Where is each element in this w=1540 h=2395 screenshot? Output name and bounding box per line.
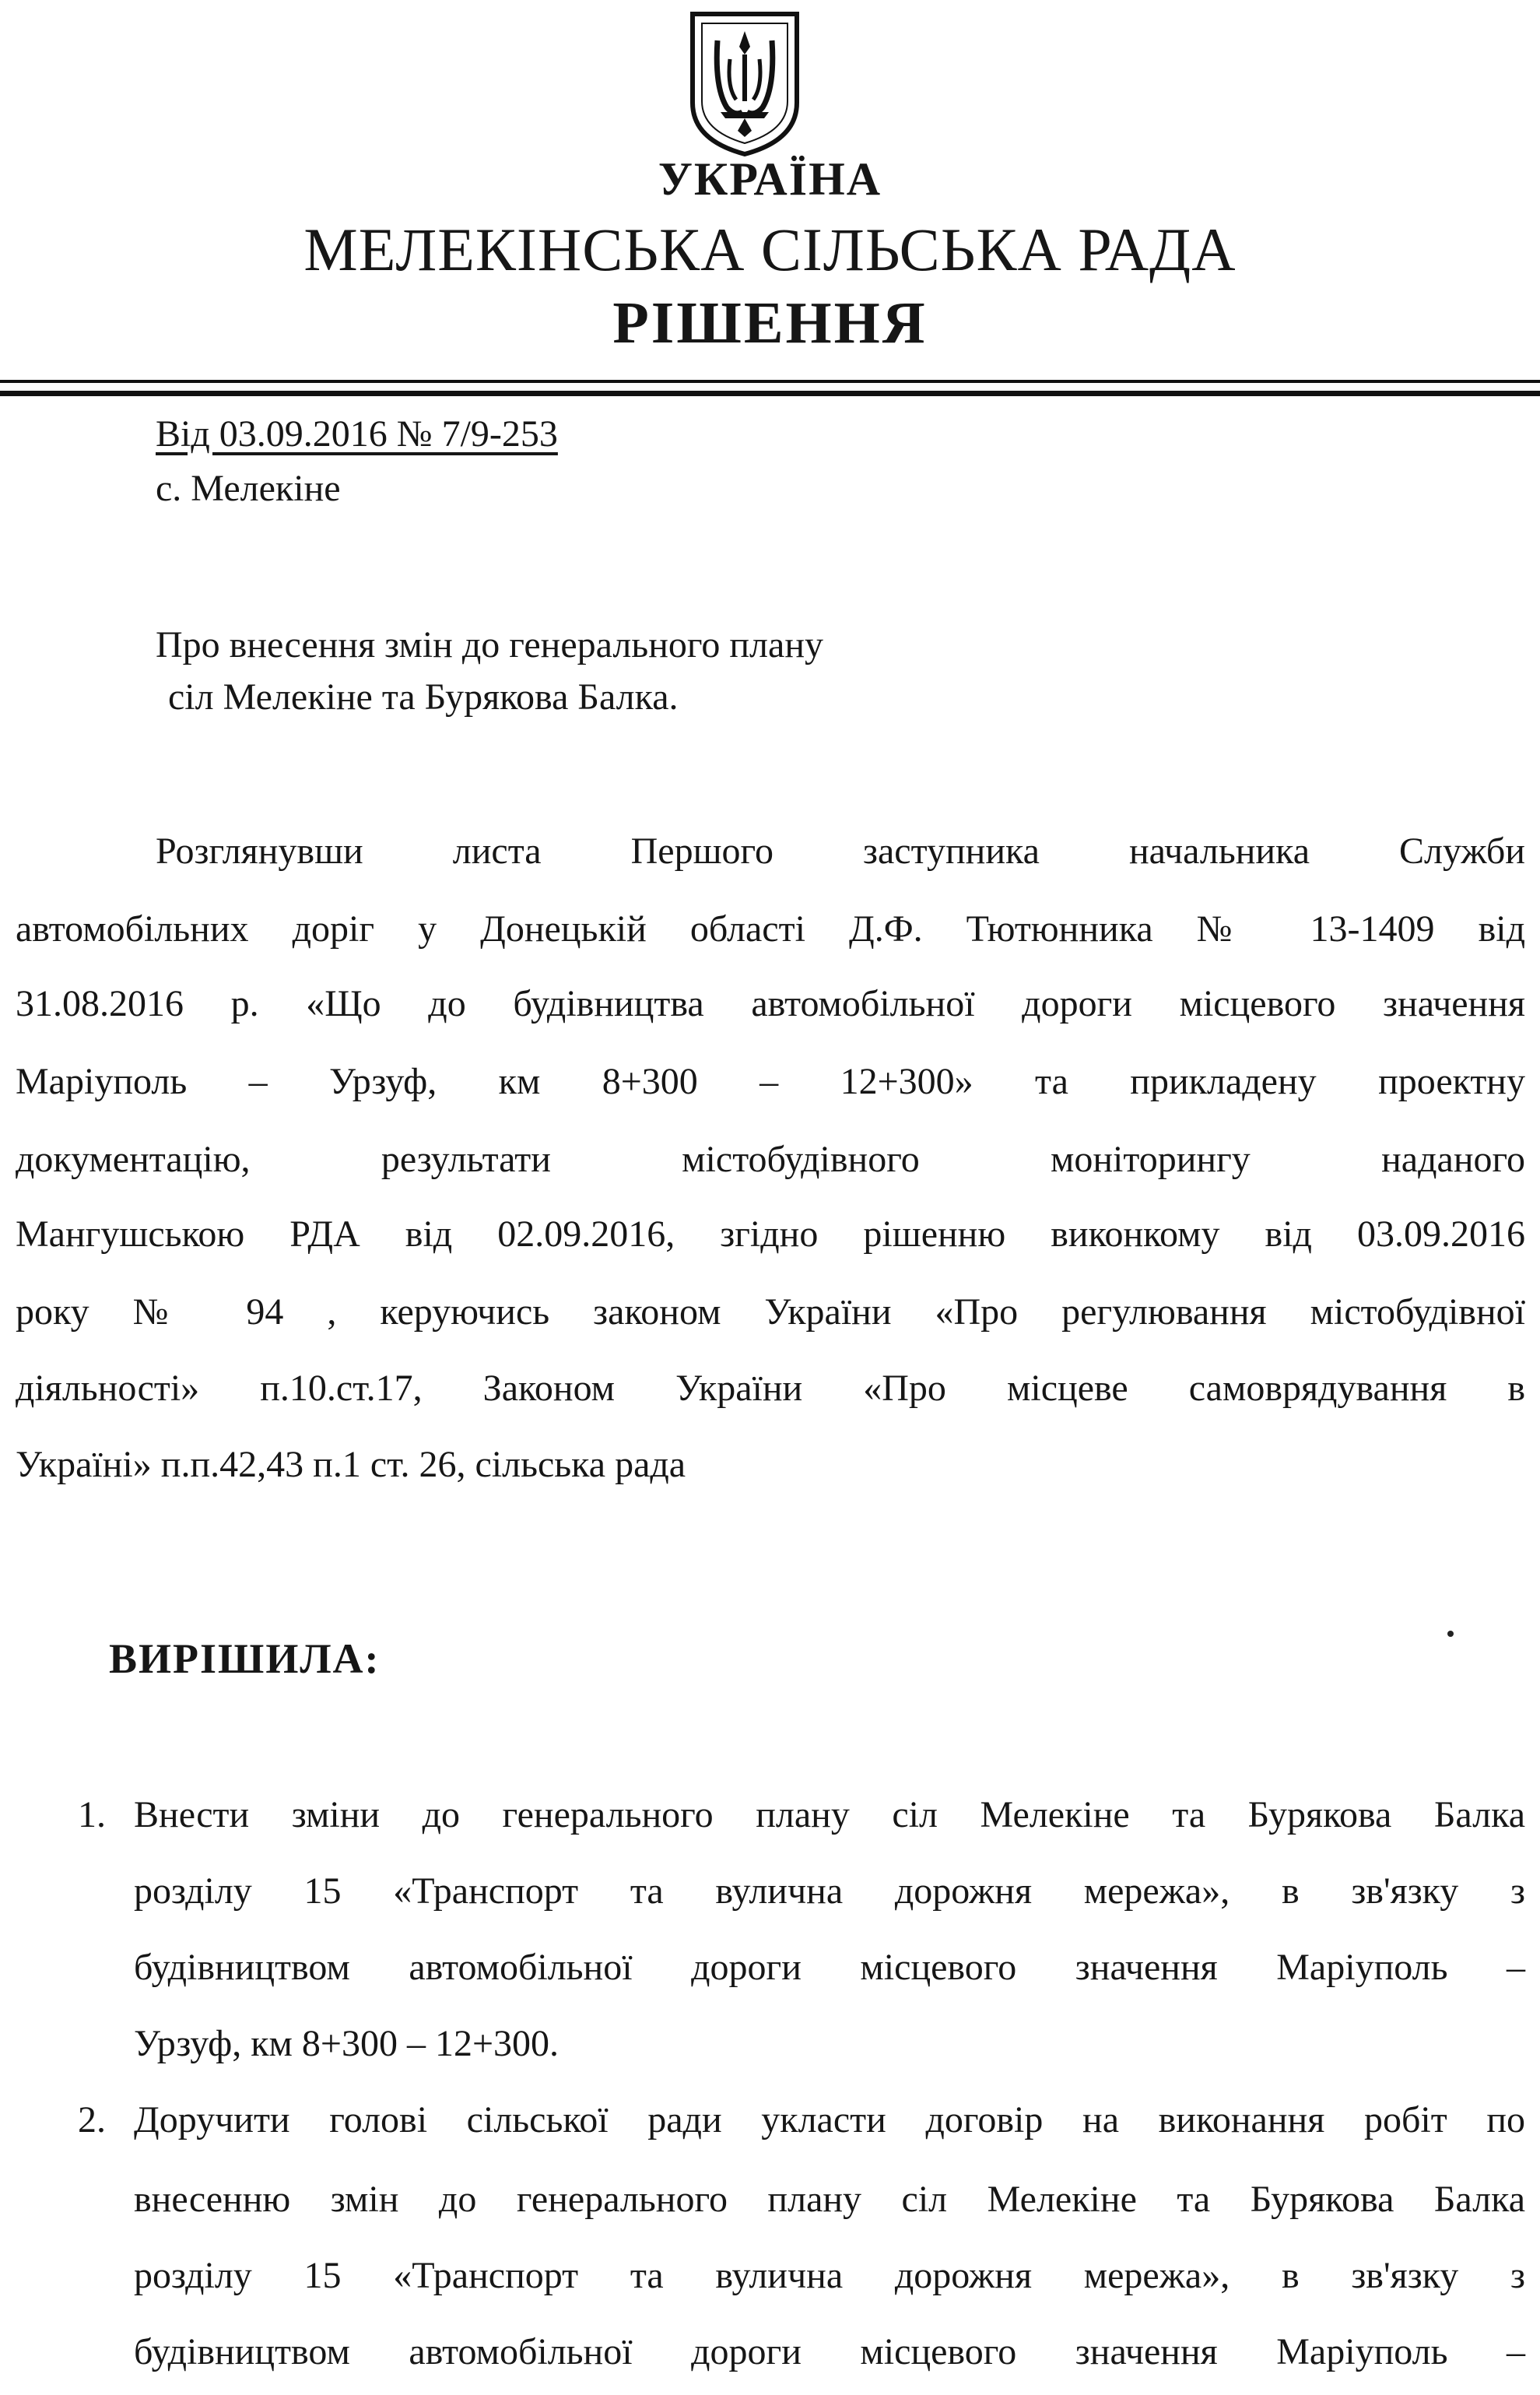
preamble-line: 31.08.2016 р. «Що до будівництва автомобільної дороги місцевого значення — [16, 983, 1525, 1024]
country-heading: УКРАЇНА — [658, 153, 882, 205]
decided-heading: ВИРІШИЛА: — [109, 1635, 381, 1682]
item-line: розділу 15 «Транспорт та вулична дорожня мережа», в зв'язку з — [134, 1870, 1525, 1912]
header-rule-thick — [0, 391, 1540, 396]
item-line: будівництвом автомобільної дороги місцевого значення Маріуполь – — [134, 2331, 1525, 2372]
decision-subject — [156, 619, 823, 723]
preamble-line: автомобільних доріг у Донецькій області Д.Ф. Тютюнника № 13-1409 від — [16, 908, 1525, 950]
council-name: МЕЛЕКІНСЬКА СІЛЬСЬКА РАДА — [303, 216, 1237, 283]
preamble-line: документацію, результати містобудівного моніторингу наданого — [16, 1139, 1525, 1180]
preamble-line: діяльності» п.10.ст.17, Законом України «Про місцеве самоврядування в — [16, 1368, 1525, 1409]
preamble-line: Україні» п.п.42,43 п.1 ст. 26, сільська рада — [16, 1444, 686, 1485]
item-line: розділу 15 «Транспорт та вулична дорожня мережа», в зв'язку з — [134, 2255, 1525, 2296]
decision-place: с. Мелекіне — [156, 468, 341, 509]
decision-date-number: Від 03.09.2016 № 7/9-253 — [156, 413, 558, 455]
subject-line: Про внесення змін до генерального плану — [156, 624, 823, 665]
preamble-line: року № 94 , керуючись законом України «Про регулювання містобудівної — [16, 1291, 1525, 1333]
document-type-heading: РІШЕННЯ — [612, 290, 928, 356]
item-line: внесенню змін до генерального плану сіл Мелекіне та Бурякова Балка — [134, 2179, 1525, 2220]
item-line: будівництвом автомобільної дороги місцевого значення Маріуполь – — [134, 1947, 1525, 1988]
header-rule-thin — [0, 380, 1540, 383]
preamble-line: Розглянувши листа Першого заступника начальника Служби — [156, 831, 1525, 872]
item-line: Внести зміни до генерального плану сіл Мелекіне та Бурякова Балка — [134, 1794, 1525, 1835]
item-line: Урзуф, км 8+300 – 12+300. — [134, 2023, 560, 2064]
preamble-line: Мангушською РДА від 02.09.2016, згідно рішенню виконкому від 03.09.2016 — [16, 1213, 1525, 1255]
coat-of-arms-icon — [686, 9, 803, 157]
item-number: 2. — [78, 2099, 106, 2140]
item-number: 1. — [78, 1794, 106, 1835]
item-line: Доручити голові сільської ради укласти договір на виконання робіт по — [134, 2099, 1525, 2140]
scan-speck — [1447, 1631, 1454, 1637]
preamble-line: Маріуполь – Урзуф, км 8+300 – 12+300» та прикладену проектну — [16, 1061, 1525, 1102]
subject-line: сіл Мелекіне та Бурякова Балка. — [168, 676, 679, 718]
